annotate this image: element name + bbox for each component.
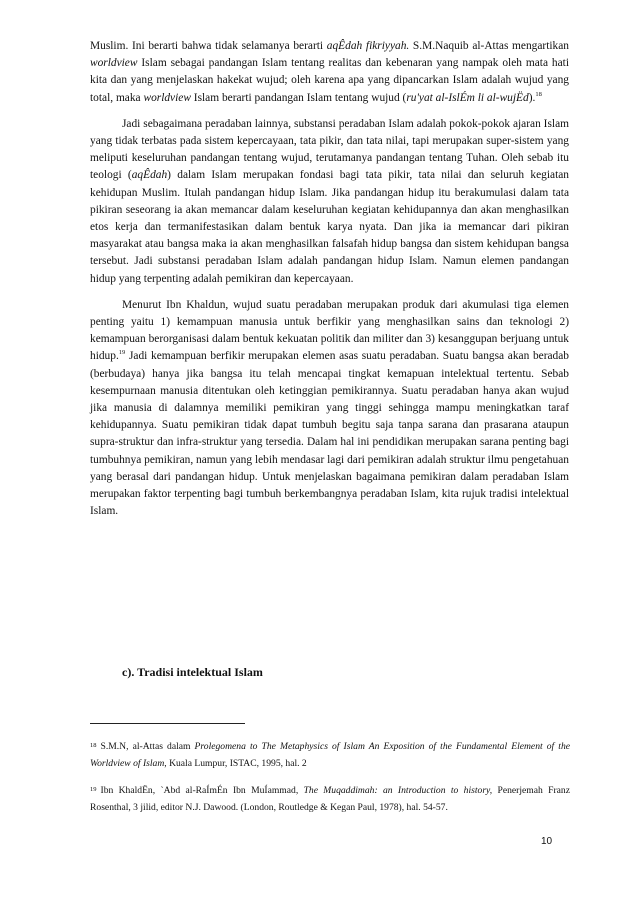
- footnote-ref-18[interactable]: 18: [535, 90, 542, 98]
- page-body: [90, 38, 569, 529]
- paragraph-worldview: Muslim. Ini berarti bahwa tidak selamanya berarti aqÊdah fikriyyah. S.M.Naquib al-Attas mengartikan worldview Islam sebagai pandangan Islam tentang realitas dan kebenaran yang nampak oleh mata hati kita dan yang menjelaskan hakekat wujud; oleh karena apa yang dipancarkan Islam adalah wujud yang total, maka worldview Islam berarti pandangan Islam tentang wujud (ru'yat al-IslÉm li al-wujËd).$^{18}$: [90, 40, 569, 104]
- section-heading: c). Tradisi intelektual Islam: [122, 665, 263, 679]
- paragraph-ibn-khaldun: Menurut Ibn Khaldun, wujud suatu peradaban merupakan produk dari akumulasi tiga elemen penting yaitu 1) kemampuan manusia untuk berfikir yang menghasilkan sains dan teknologi 2) kemampuan berorganisasi dalam bentuk kekuatan politik dan militer dan 3) kesanggupan berjuang untuk hidup.$^{19}$ Jadi kemampuan berfikir merupakan elemen asas suatu peradaban. Suatu bangsa akan beradab (berbudaya) hanya jika bangsa itu telah mencapai tingkat kemapuan intelektual tertentu. Sebab kesempurnaan manusia ditentukan oleh ketinggian pemikirannya. Suatu peradaban hanya akan wujud jika manusia di dalamnya memiliki pemikiran yang tinggi sehingga mampu meningkatkan taraf kehidupannya. Suatu pemikiran tidak dapat tumbuh begitu saja tanpa sarana dan prasarana ataupun supra-struktur dan infra-struktur yang tersedia. Dalam hal ini pendidikan merupakan sarana penting bagi tumbuhnya pemikiran, namun yang lebih mendasar lagi dari pemikiran adalah struktur ilmu pengetahuan yang berasal dari pandangan hidup. Untuk menjelaskan bagaimana pemikiran dalam peradaban Islam merupakan faktor terpenting bagi tumbuh berkembangnya peradaban Islam, kita rujuk tradisi intelektual Islam.: [90, 298, 569, 518]
- paragraph-substansi-peradaban: Jadi sebagaimana peradaban lainnya, substansi peradaban Islam adalah pokok-pokok ajaran Islam yang tidak terbatas pada sistem kepercayaan, tata pikir, dan tata nilai, tapi merupakan super-sistem yang meliputi keseluruhan pandangan tentang wujud, terutamanya pandangan tentang Tuhan. Oleh sebab itu teologi (aqÊdah) dalam Islam merupakan fondasi bagi tata pikir, tata nilai dan seluruh kegiatan kehidupan Muslim. Itulah pandangan hidup Islam. Jika pandangan hidup itu berakumulasi dalam tata pikiran seseorang ia akan memancar dalam keseluruhan kegiatan kehidupannya dan akan menghasilkan etos kerja dan termanifestasikan dalam bentuk karya nyata. Dan jika ia memancar dari pikiran masyarakat atau bangsa maka ia akan menghasilkan falsafah hidup bangsa dan sistem kehidupan bangsa tersebut. Jadi substansi peradaban Islam adalah pandangan hidup Islam. Namun elemen pandangan hidup yang terpenting adalah pemikiran dan kepercayaan.: [90, 117, 569, 285]
- footnote-18: $^{18}$ S.M.N, al-Attas dalam Prolegomena to The Metaphysics of Islam An Exposition of the Fundamental Element of the Worldview of Islam, Kuala Lumpur, ISTAC, 1995, hal. 2: [90, 741, 570, 769]
- page-number: 10: [541, 836, 553, 847]
- footnote-number: 19: [90, 786, 97, 793]
- footnote-19: $^{19}$ Ibn KhaldËn, `Abd al-RaÍmÉn Ibn MuÍammad, The Muqaddimah: an Introduction to history, Penerjemah Franz Rosenthal, 3 jilid, editor N.J. Dawood. (London, Routledge & Kegan Paul, 1978), hal. 54-57.: [90, 785, 570, 813]
- footnote-number: 18: [90, 742, 97, 749]
- footnote-ref-19[interactable]: 19: [118, 349, 126, 357]
- footnote-separator: [90, 723, 245, 724]
